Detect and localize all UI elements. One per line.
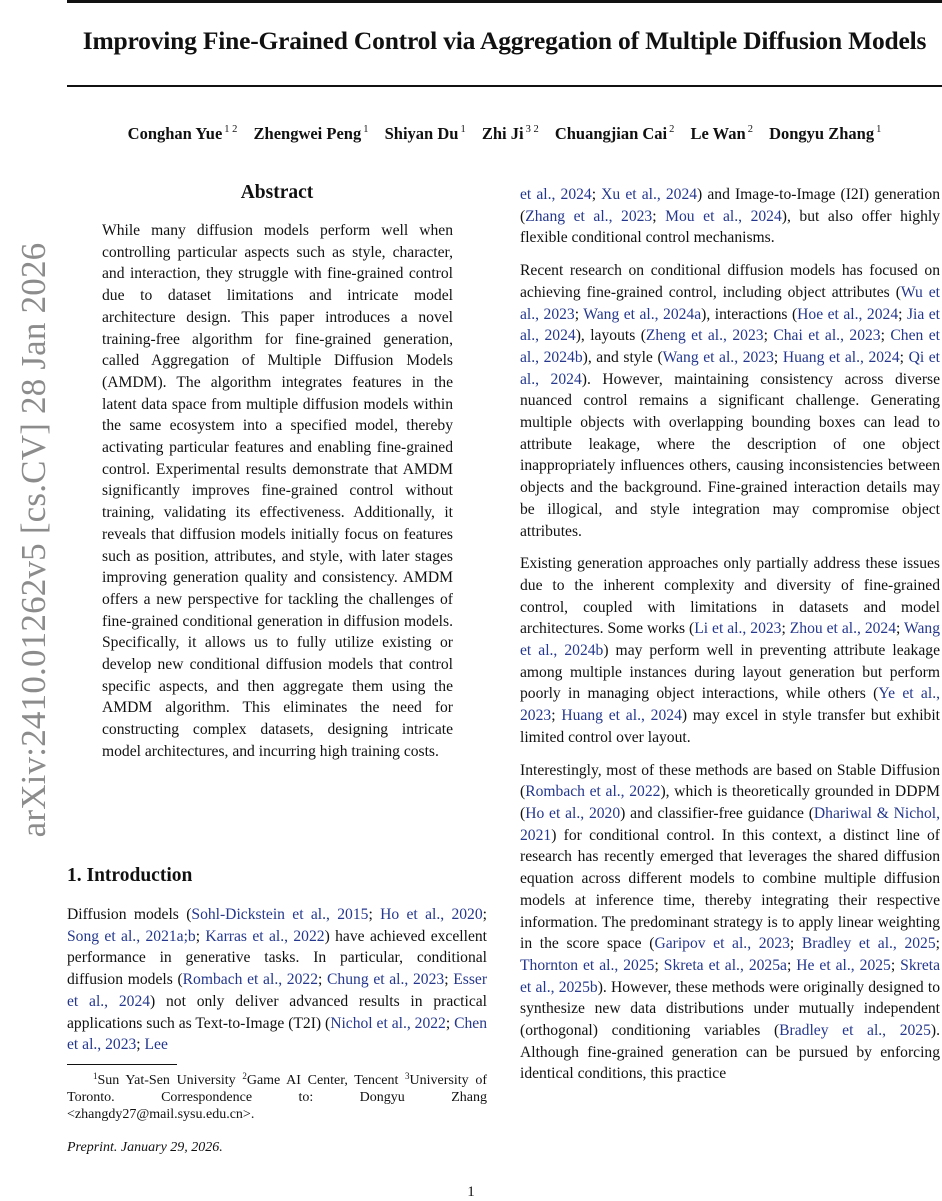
citation-link[interactable]: Ho et al., 2020 <box>525 804 621 822</box>
citation-link[interactable]: Thornton et al., 2025 <box>520 956 655 974</box>
citation-link[interactable]: Jia et al., 2024 <box>520 305 941 345</box>
title-top-rule <box>67 0 942 3</box>
page-number: 1 <box>467 1184 475 1200</box>
introduction-body-right <box>520 184 940 1096</box>
introduction-body-left <box>67 904 487 1056</box>
citation-link[interactable]: Hoe et al., 2024 <box>797 305 899 323</box>
author: Shiyan Du $^1$ <box>384 124 466 143</box>
citation-link[interactable]: Garipov et al., 2023 <box>654 935 790 953</box>
correspondence: Correspondence to: Dongyu Zhang <zhangdy27@mail.sysu.edu.cn>. <box>67 1090 487 1122</box>
paragraph: Diffusion models (Sohl-Dickstein et al., 2015; Ho et al., 2020; Song et al., 2021a;b; Karras et al., 2022) have achieved excellent performance in generative tasks. In particular, conditional diffusion models (Rombach et al., 2022; Chung et al., 2023; Esser et al., 2024) not only deliver advanced results in practical applications such as Text-to-Image (T2I) (Nichol et al., 2022; Chen et al., 2023; Lee <box>67 906 488 1054</box>
citation-link[interactable]: Rombach et al., 2022 <box>182 971 318 989</box>
citation-link[interactable]: Wang et al., 2024a <box>583 305 702 323</box>
affiliation-footnote: $^1$Sun Yat-Sen University $^2$Game AI Center, Tencent $^3$University of Toronto. Correspondence to: Dongyu Zhang <zhangdy27@mail.sysu.edu.cn>. <box>67 1071 487 1122</box>
citation-link[interactable]: Zhou et al., 2024 <box>789 620 897 638</box>
citation-link[interactable]: Zheng et al., 2023 <box>645 327 764 345</box>
citation-link[interactable]: Esser et al., 2024 <box>67 971 488 1010</box>
citation-link[interactable]: Chung et al., 2023 <box>327 971 445 989</box>
paragraph: Interestingly, most of these methods are based on Stable Diffusion (Rombach et al., 2022), which is theoretically grounded in DDPM (Ho et al., 2020) and classifier-free guidance (Dhariwal & Nichol, 2021) for conditional control. In this context, a distinct line of research has recently emerged that leverages the shared diffusion equation across different models to combine multiple diffusion models at inference time, thereby integrating their respective information. The predominant strategy is to apply linear weighting in the score space (Garipov et al., 2023; Bradley et al., 2025; Thornton et al., 2025; Skreta et al., 2025a; He et al., 2025; Skreta et al., 2025b). However, these methods were originally designed to synthesize new data distributions under mutually independent (orthogonal) conditioning variables (Bradley et al., 2025). Although fine-grained generation can be pursued by enforcing identical conditions, this practice <box>520 761 941 1083</box>
citation-link[interactable]: Ho et al., 2020 <box>380 906 483 923</box>
author: Chuangjian Cai $^2$ <box>554 124 675 143</box>
citation-link[interactable]: Zhang et al., 2023 <box>525 207 653 225</box>
citation-link[interactable]: Dhariwal & Nichol, 2021 <box>520 804 941 844</box>
citation-link[interactable]: Chen et al., 2024b <box>520 327 941 366</box>
citation-link[interactable]: Chai et al., 2023 <box>773 327 881 345</box>
citation-link[interactable]: Ye et al., 2023 <box>520 685 940 725</box>
citation-link[interactable]: Qi et al., 2024 <box>520 348 940 388</box>
paragraph: et al., 2024; Xu et al., 2024) and Image-to-Image (I2I) generation (Zhang et al., 2023; Mou et al., 2024), but also offer highly flexible conditional control mechanisms. <box>520 186 941 247</box>
citation-link[interactable]: et al., 2024 <box>520 186 592 203</box>
citation-link[interactable]: Huang et al., 2024 <box>561 707 682 725</box>
citation-link[interactable]: Xu et al., 2024 <box>601 186 698 203</box>
citation-link[interactable]: Rombach et al., 2022 <box>525 783 661 801</box>
citation-link[interactable]: Bradley et al., 2025 <box>801 935 936 953</box>
citation-link[interactable]: Karras et al., 2022 <box>205 927 325 945</box>
abstract-heading: Abstract <box>240 182 314 203</box>
citation-link[interactable]: Huang et al., 2024 <box>782 348 900 366</box>
section-heading-introduction: 1. Introduction <box>67 865 193 886</box>
citation-link[interactable]: Skreta et al., 2025a <box>663 956 787 974</box>
citation-link[interactable]: Wang et al., 2023 <box>662 348 774 366</box>
author: Le Wan $^2$ <box>690 124 753 143</box>
citation-link[interactable]: Chen et al., 2023 <box>67 1014 487 1054</box>
title-bottom-rule <box>67 85 942 87</box>
paragraph: Recent research on conditional diffusion models has focused on achieving fine-grained control, including object attributes (Wu et al., 2023; Wang et al., 2024a), interactions (Hoe et al., 2024; Jia et al., 2024), layouts (Zheng et al., 2023; Chai et al., 2023; Chen et al., 2024b), and style (Wang et al., 2023; Huang et al., 2024; Qi et al., 2024). However, maintaining consistency across diverse nuanced control remains a significant challenge. Generating multiple objects with overlapping bounding boxes can lead to attribute leakage, where the description of one object inappropriately influences others, causing inconsistencies between objects and the background. Fine-grained interaction details may be illogical, and style integration may compromise object attributes. <box>520 262 941 540</box>
citation-link[interactable]: He et al., 2025 <box>796 956 891 974</box>
citation-link[interactable]: Song et al., 2021a;b <box>67 927 196 945</box>
author: Conghan Yue $^{1 2}$ <box>127 124 238 143</box>
citation-link[interactable]: Li et al., 2023 <box>694 620 782 638</box>
author-list <box>67 124 942 144</box>
citation-link[interactable]: Wu et al., 2023 <box>520 283 940 323</box>
citation-link[interactable]: Wang et al., 2024b <box>520 620 941 660</box>
paragraph: Existing generation approaches only partially address these issues due to the inherent complexity and diversity of fine-grained control, coupled with limitations in datasets and model architectures. Some works (Li et al., 2023; Zhou et al., 2024; Wang et al., 2024b) may perform well in preventing attribute leakage among multiple instances during layout generation but perform poorly in managing object interactions, while others (Ye et al., 2023; Huang et al., 2024) may excel in style transfer but exhibit limited control over layout. <box>520 555 941 746</box>
author: Zhi Ji $^{3 2}$ <box>481 124 539 143</box>
preprint-date: Preprint. January 29, 2026. <box>67 1140 223 1155</box>
citation-link[interactable]: Mou et al., 2024 <box>665 207 782 225</box>
citation-link[interactable]: Sohl-Dickstein et al., 2015 <box>191 906 369 923</box>
citation-link[interactable]: Bradley et al., 2025 <box>779 1022 931 1040</box>
paper-title: Improving Fine-Grained Control via Aggregation of Multiple Diffusion Models <box>82 26 927 55</box>
citation-link[interactable]: Nichol et al., 2022 <box>330 1014 446 1032</box>
arxiv-identifier-stamp[interactable]: arXiv:2410.01262v5 [cs.CV] 28 Jan 2026 <box>14 242 53 838</box>
footnote-rule <box>67 1064 177 1065</box>
author: Zhengwei Peng $^1$ <box>253 124 369 143</box>
citation-link[interactable]: Lee <box>144 1036 168 1054</box>
citation-link[interactable]: Skreta et al., 2025b <box>520 956 940 996</box>
abstract-body: While many diffusion models perform well when controlling particular aspects such as style, character, and interaction, they struggle with fine-grained control due to dataset limitations and intricate model architecture design. This paper introduces a novel training-free algorithm for fine-grained generation, called Aggregation of Multiple Diffusion Models (AMDM). The algorithm integrates features in the latent data space from multiple diffusion models within the same ecosystem into a specified model, thereby activating particular features and enabling fine-grained control. Experimental results demonstrate that AMDM significantly improves fine-grained control without training, validating its effectiveness. Additionally, it reveals that diffusion models initially focus on features such as position, attributes, and style, with later stages improving generation quality and consistency. AMDM offers a new perspective for tackling the challenges of fine-grained conditional generation in diffusion models. Specifically, it allows us to fully utilize existing or develop new conditional diffusion models that control specific aspects, and then aggregate them using the AMDM algorithm. This eliminates the need for constructing complex datasets, designing intricate model architectures, and incurring high training costs. <box>102 222 453 760</box>
author: Dongyu Zhang $^1$ <box>769 124 882 143</box>
